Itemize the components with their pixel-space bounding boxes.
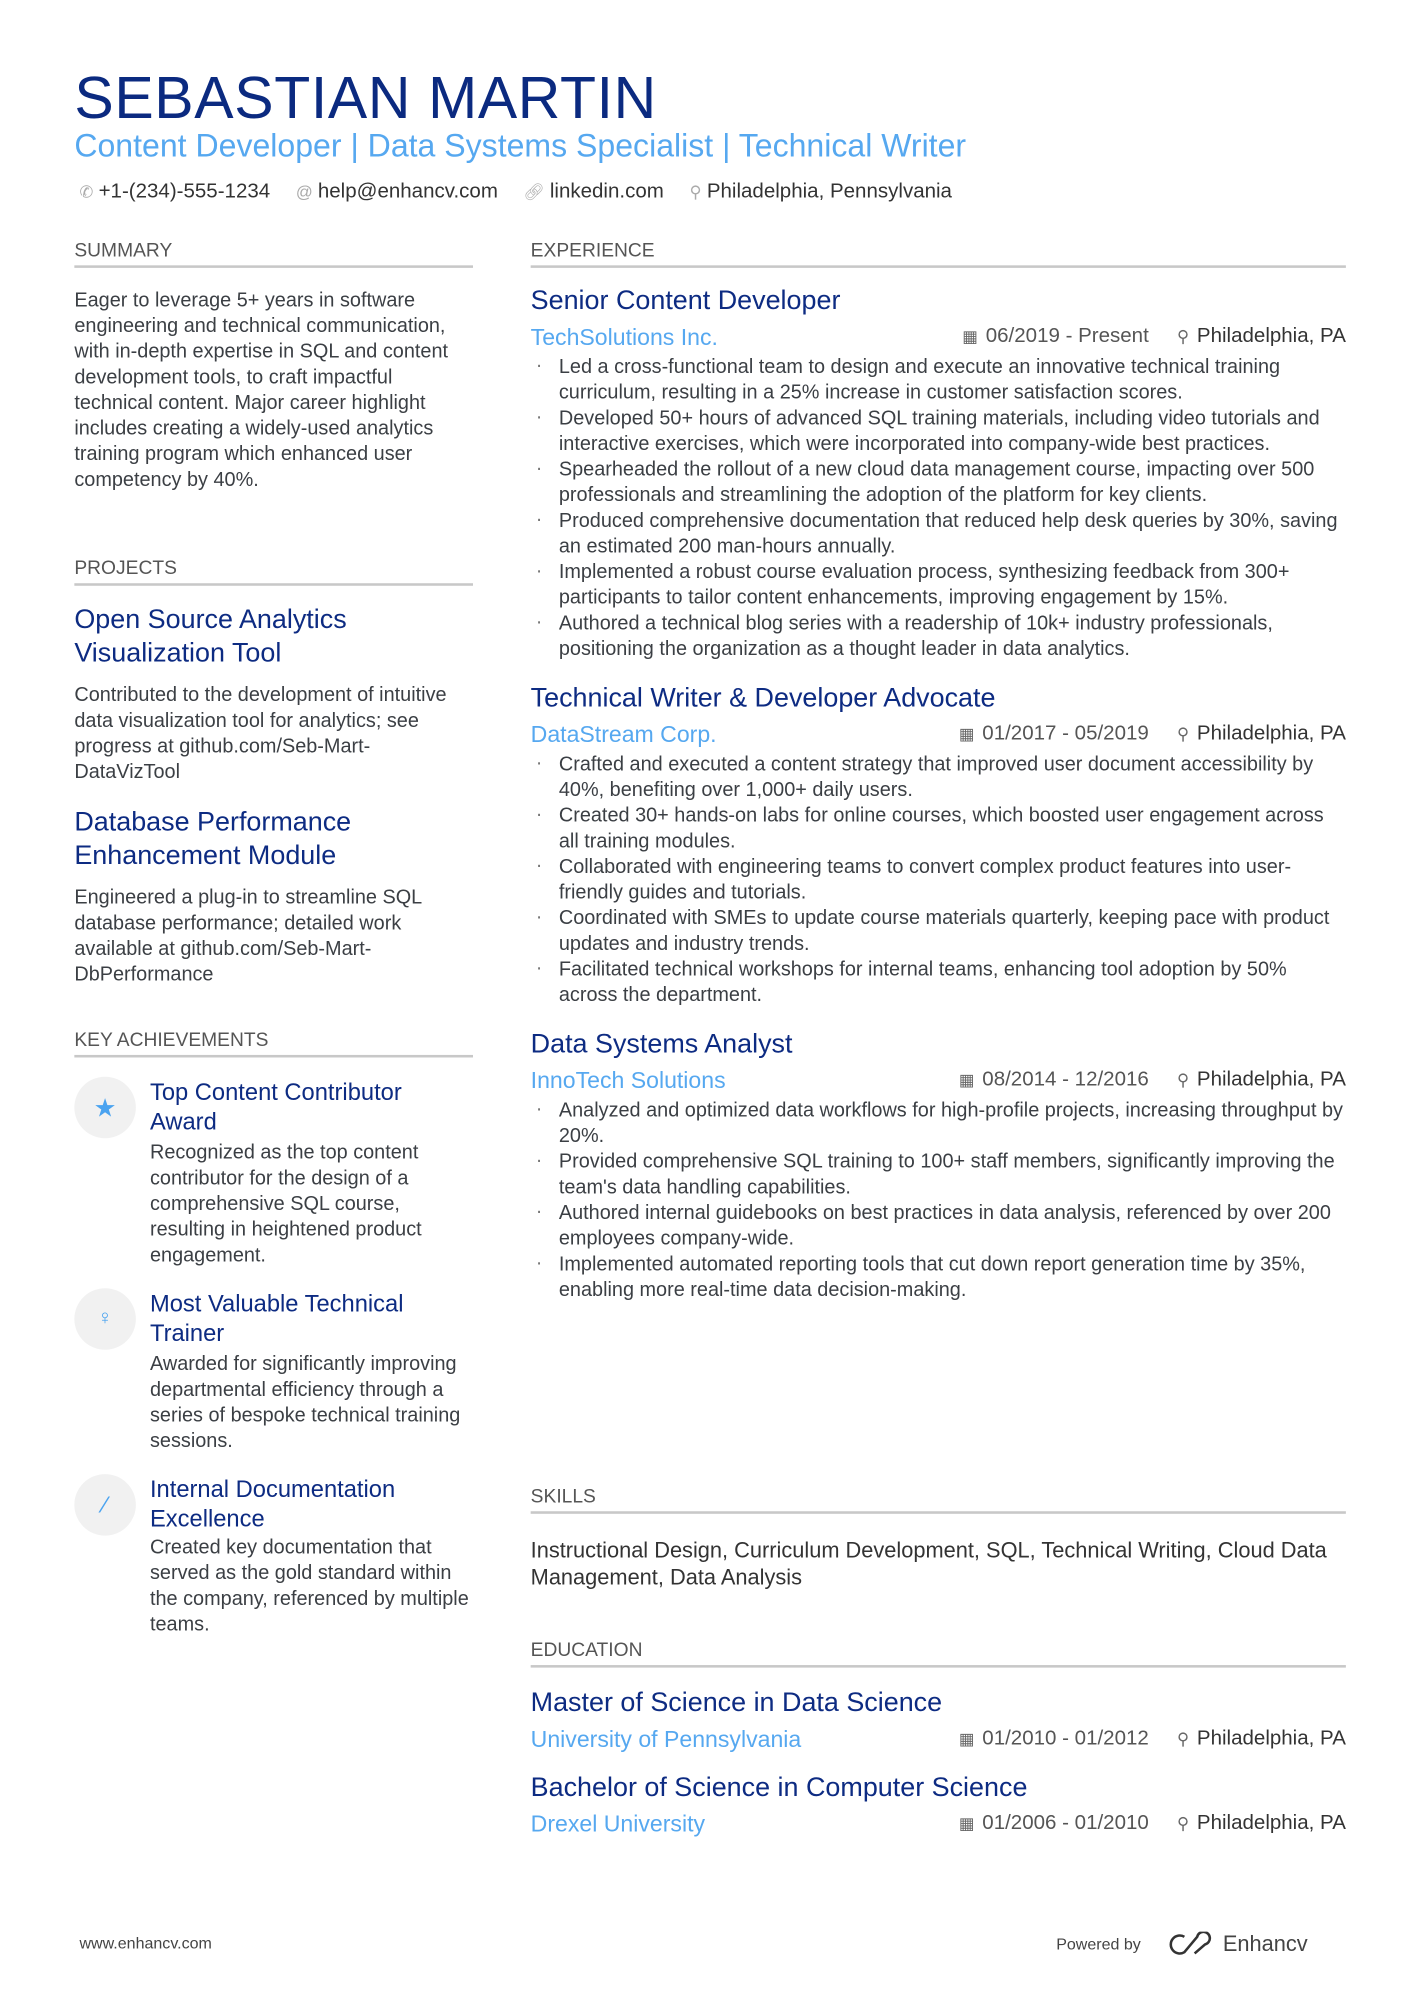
job-bullets <box>531 752 1346 1008</box>
enhancv-logo-icon <box>1166 1932 1215 1958</box>
degree-title: Bachelor of Science in Computer Science <box>530 1772 1028 1803</box>
achievement-title: Internal Documentation Excellence <box>149 1475 396 1532</box>
job-location: Philadelphia, PA <box>1196 1069 1346 1091</box>
job-bullet: · Produced comprehensive documentation that reduced help desk queries by 30%, saving an estimated 200 man-hours annually. <box>531 509 1346 560</box>
footer-website[interactable]: www.enhancv.com <box>79 1934 212 1953</box>
job-dates: 06/2019 - Present <box>985 325 1149 348</box>
job-bullet: · Facilitated technical workshops for internal teams, enhancing tool adoption by 50% across the department. <box>531 958 1346 1009</box>
calendar-icon: ▦ <box>958 724 975 744</box>
school-name: University of Pennsylvania <box>530 1726 802 1753</box>
skills-section <box>531 1484 1346 1590</box>
job-bullet: · Analyzed and optimized data workflows for high-profile projects, increasing throughput by 20%. <box>531 1099 1346 1150</box>
projects-section <box>74 556 473 988</box>
link-icon: 🔗︎ <box>523 182 545 202</box>
job-meta <box>531 717 1346 753</box>
job-bullet: · Spearheaded the rollout of a new cloud data management course, impacting over 500 professionals and streamlining the adoption of the platform for key clients. <box>531 458 1346 509</box>
calendar-icon: ▦ <box>958 1729 975 1749</box>
company-name: TechSolutions Inc. <box>530 324 718 350</box>
education-meta <box>531 1721 1346 1757</box>
job-entry <box>531 1027 1346 1304</box>
job-bullet: · Led a cross-functional team to design and execute an innovative technical training curriculum, resulting in a 25% increase in customer satisfaction scores. <box>531 355 1346 406</box>
project-desc: Engineered a plug-in to streamline SQL database performance; detailed work available at github.com/Seb-Mart-DbPerformance <box>74 887 422 986</box>
brand-name: Enhancv <box>1222 1931 1308 1957</box>
powered-by-label: Powered by <box>1056 1935 1141 1954</box>
skills-text: Instructional Design, Curriculum Development, SQL, Technical Writing, Cloud Data Management, Data Analysis <box>530 1538 1327 1590</box>
job-bullet: · Collaborated with engineering teams to convert complex product features into user-friendly guides and tutorials. <box>531 855 1346 906</box>
section-heading: PROJECTS <box>74 556 473 585</box>
job-bullet: · Crafted and executed a content strategy that improved user document accessibility by 40%, benefiting over 1,000+ daily users. <box>531 752 1346 803</box>
section-heading: EDUCATION <box>531 1638 1346 1667</box>
education-dates: 01/2010 - 01/2012 <box>982 1727 1149 1750</box>
section-heading: SKILLS <box>531 1484 1346 1513</box>
job-bullet: · Implemented automated reporting tools that cut down report generation time by 35%, enabling more real-time data decision-making. <box>531 1252 1346 1303</box>
job-entry <box>531 681 1346 1009</box>
section-heading: KEY ACHIEVEMENTS <box>74 1028 473 1057</box>
location-icon: ⚲ <box>1176 724 1190 744</box>
achievement-desc: Awarded for significantly improving departmental efficiency through a series of bespoke technical training sessions. <box>149 1353 461 1453</box>
experience-section <box>531 238 1346 1303</box>
achievement-title: Top Content Contributor Award <box>149 1077 402 1135</box>
job-title: Technical Writer & Developer Advocate <box>530 683 996 713</box>
magic-wand-icon: ⁄ <box>74 1474 136 1536</box>
phone-icon: ✆ <box>79 182 94 202</box>
achievement-item <box>74 1288 473 1455</box>
education-location: Philadelphia, PA <box>1196 1727 1346 1750</box>
education-entry <box>531 1770 1346 1842</box>
footer-branding <box>1056 1932 1307 1958</box>
section-heading: EXPERIENCE <box>531 238 1346 267</box>
lightbulb-icon: ♀ <box>74 1288 136 1350</box>
project-item <box>74 806 473 988</box>
job-dates: 01/2017 - 05/2019 <box>982 722 1149 745</box>
project-item <box>74 604 473 786</box>
job-bullet: · Created 30+ hands-on labs for online courses, which boosted user engagement across all training modules. <box>531 804 1346 855</box>
summary-text: Eager to leverage 5+ years in software engineering and technical communication, with in-depth expertise in SQL and content development tools, to craft impactful technical content. Major career highlight includes creating a widely-used analytics training program which enhanced user competency by 40%. <box>74 289 449 491</box>
company-name: InnoTech Solutions <box>530 1067 726 1094</box>
location-icon: ⚲ <box>1176 1813 1190 1833</box>
contact-location: ⚲ Philadelphia, Pennsylvania <box>689 180 952 203</box>
achievement-title: Most Valuable Technical Trainer <box>149 1289 404 1346</box>
job-entry <box>531 283 1346 662</box>
location-icon: ⚲ <box>1176 1729 1190 1749</box>
job-bullets <box>531 355 1346 663</box>
achievement-item <box>74 1077 473 1269</box>
summary-section <box>74 238 473 493</box>
project-desc: Contributed to the development of intuitive data visualization tool for analytics; see progress at github.com/Seb-Mart-DataVizTool <box>74 684 447 784</box>
job-meta <box>531 1063 1346 1099</box>
location-icon: ⚲ <box>689 182 702 202</box>
education-location: Philadelphia, PA <box>1196 1812 1346 1835</box>
education-meta <box>531 1806 1346 1842</box>
job-bullet: · Coordinated with SMEs to update course materials quarterly, keeping pace with product updates and industry trends. <box>531 906 1346 957</box>
education-section <box>531 1638 1346 1842</box>
calendar-icon: ▦ <box>958 1070 975 1090</box>
degree-title: Master of Science in Data Science <box>530 1688 943 1718</box>
section-heading: SUMMARY <box>74 238 473 267</box>
job-title: Data Systems Analyst <box>530 1029 793 1059</box>
achievements-section <box>74 1028 473 1638</box>
job-location: Philadelphia, PA <box>1196 722 1346 745</box>
calendar-icon: ▦ <box>958 1813 975 1833</box>
job-bullet: · Implemented a robust course evaluation process, synthesizing feedback from 300+ participants to tailor content enhancements, improving engagement by 15%. <box>531 560 1346 611</box>
job-bullet: · Developed 50+ hours of advanced SQL training materials, including video tutorials and interactive exercises, which were incorporated into company-wide best practices. <box>531 406 1346 457</box>
achievement-desc: Created key documentation that served as the gold standard within the company, referenced by multiple teams. <box>149 1536 469 1636</box>
at-icon: @ <box>295 182 313 202</box>
job-bullet: · Authored internal guidebooks on best practices in data analysis, referenced by over 200 employees company-wide. <box>531 1201 1346 1252</box>
job-title: Senior Content Developer <box>530 285 841 316</box>
candidate-name: SEBASTIAN MARTIN <box>74 64 657 131</box>
contact-linkedin[interactable]: 🔗︎ linkedin.com <box>523 180 664 203</box>
contact-email[interactable]: @ help@enhancv.com <box>295 180 498 203</box>
job-dates: 08/2014 - 12/2016 <box>982 1069 1149 1091</box>
achievement-item <box>74 1474 473 1638</box>
job-bullet: · Authored a technical blog series with a readership of 10k+ industry professionals, positioning the organization as a thought leader in data analytics. <box>531 611 1346 662</box>
education-dates: 01/2006 - 01/2010 <box>982 1812 1149 1835</box>
school-name: Drexel University <box>530 1811 706 1837</box>
contact-phone: ✆ +1-(234)-555-1234 <box>79 180 271 203</box>
contact-bar <box>79 178 952 206</box>
company-name: DataStream Corp. <box>530 721 717 748</box>
job-bullet: · Provided comprehensive SQL training to 100+ staff members, significantly improving the team's data handling capabilities. <box>531 1150 1346 1201</box>
calendar-icon: ▦ <box>962 326 979 347</box>
project-title: Open Source Analytics Visualization Tool <box>74 605 347 668</box>
job-bullets <box>531 1099 1346 1304</box>
achievement-desc: Recognized as the top content contributor for the design of a comprehensive SQL course, resulting in heightened product engagement. <box>149 1142 422 1267</box>
job-meta <box>531 319 1346 355</box>
location-icon: ⚲ <box>1176 326 1190 347</box>
star-icon: ★ <box>74 1077 136 1139</box>
project-title: Database Performance Enhancement Module <box>74 807 352 871</box>
location-icon: ⚲ <box>1176 1070 1190 1090</box>
job-location: Philadelphia, PA <box>1196 325 1346 348</box>
candidate-subtitle: Content Developer | Data Systems Specialist | Technical Writer <box>74 128 967 165</box>
education-entry <box>531 1686 1346 1758</box>
